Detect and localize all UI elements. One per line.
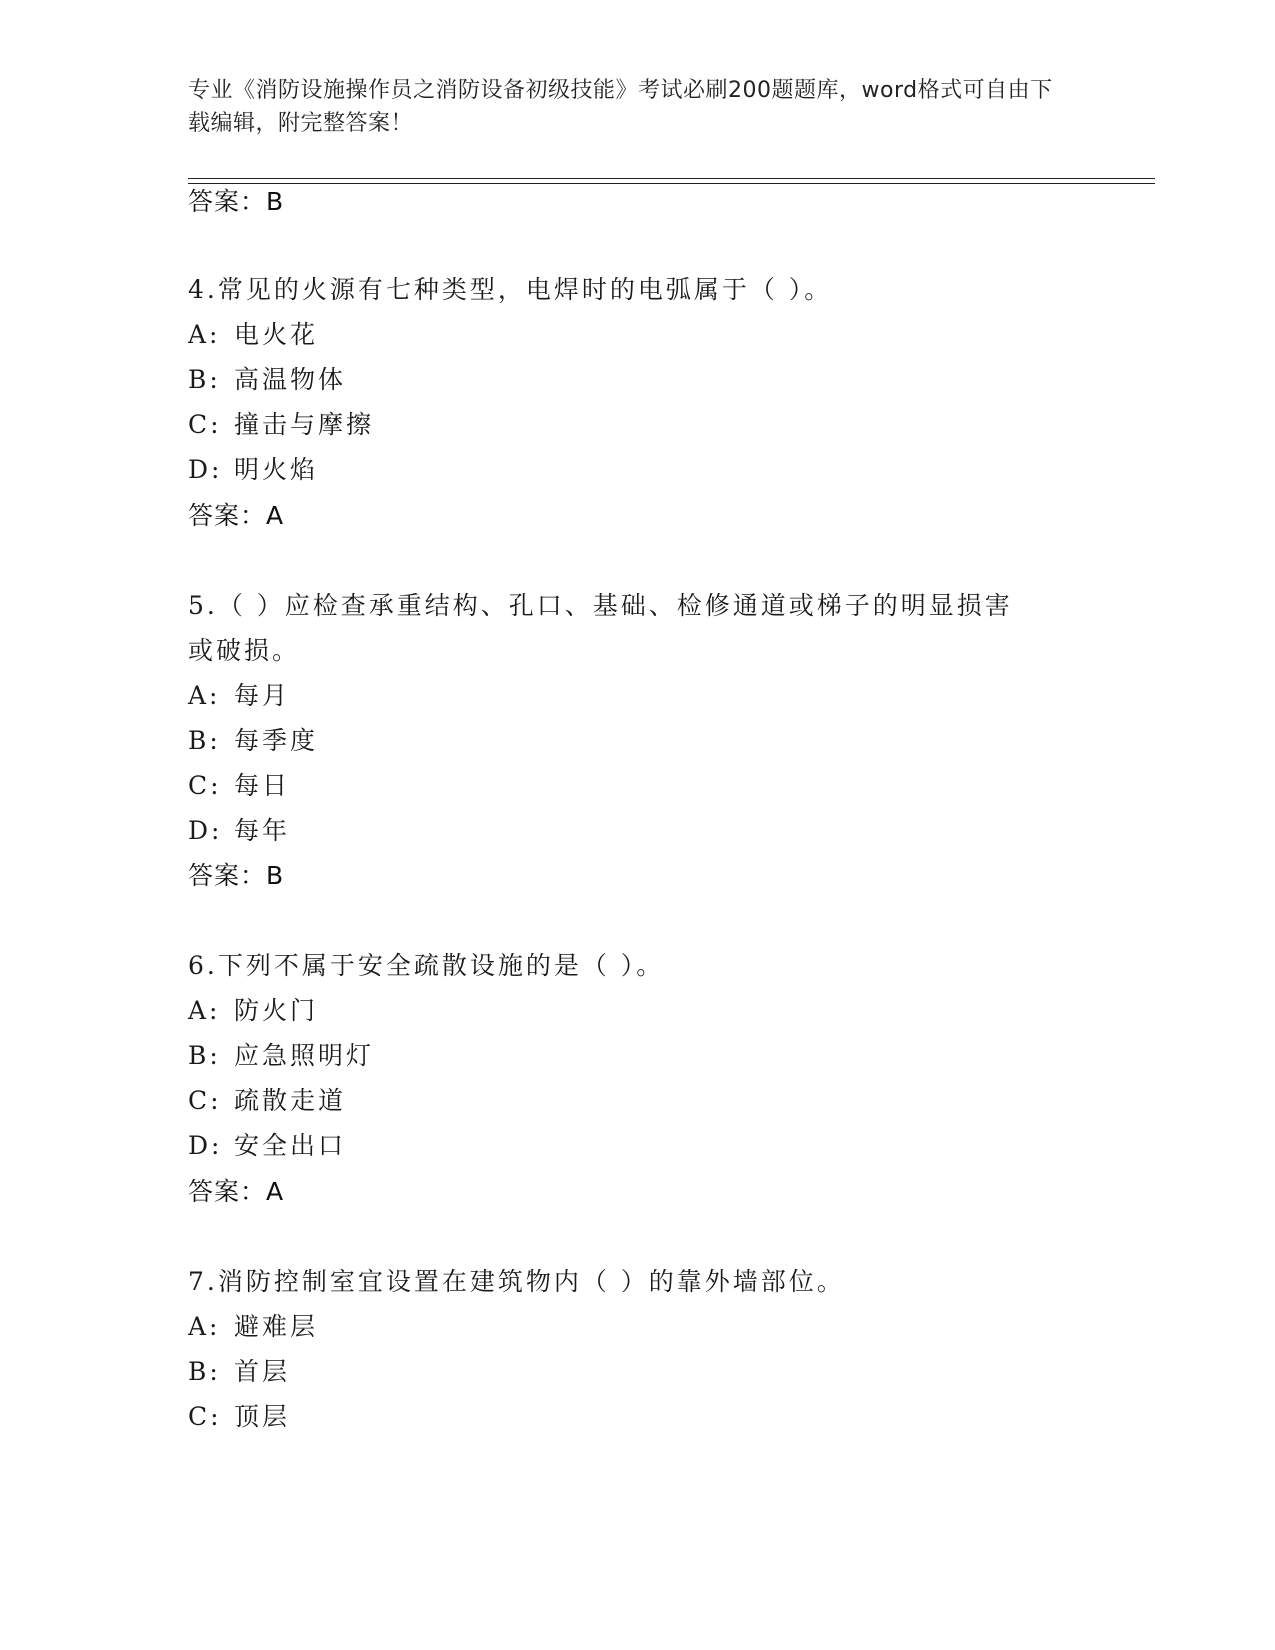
option-c [188,1399,290,1435]
option-text: 安全出口 [234,1131,347,1160]
option-label: D: [188,455,223,484]
option-label: C: [188,1402,222,1431]
option-b [188,1038,374,1074]
option-d [188,813,290,849]
option-c [188,768,290,804]
option-label: A: [188,320,221,349]
option-text: 避难层 [234,1312,319,1341]
option-text: 高温物体 [234,365,347,394]
option-text: 防火门 [234,996,319,1025]
option-text: 顶层 [234,1402,291,1431]
option-text: 每月 [234,681,291,710]
option-d [188,1128,346,1164]
option-label: C: [188,1086,222,1115]
option-text: 疏散走道 [234,1086,347,1115]
option-a [188,317,318,353]
option-label: C: [188,410,222,439]
option-label: B: [188,726,221,755]
document-header: 专业《消防设施操作员之消防设备初级技能》考试必刷200题题库，word格式可自由下载编辑，附完整答案！ [188,78,1053,136]
answer-line: 答案：B [188,861,285,890]
option-label: C: [188,771,222,800]
option-text: 首层 [234,1357,291,1386]
option-c [188,1083,346,1119]
option-label: D: [188,1131,223,1160]
option-b [188,1354,290,1390]
option-b [188,723,318,759]
question-stem: 5.（ ）应检查承重结构、孔口、基础、检修通道或梯子的明显损害 [188,591,1013,620]
option-text: 每日 [234,771,291,800]
question-stem-continued: 或破损。 [188,636,301,665]
option-c [188,407,374,443]
option-text: 每年 [234,816,291,845]
option-text: 撞击与摩擦 [234,410,375,439]
option-text: 应急照明灯 [234,1041,375,1070]
option-label: A: [188,996,221,1025]
question-stem: 6.下列不属于安全疏散设施的是（ ）。 [188,951,665,980]
answer-line: 答案：B [188,187,285,216]
option-a [188,993,318,1029]
option-b [188,362,346,398]
question-stem: 7.消防控制室宜设置在建筑物内（ ）的靠外墙部位。 [188,1267,845,1296]
option-text: 明火焰 [234,455,319,484]
option-label: D: [188,816,223,845]
question-stem: 4.常见的火源有七种类型，电焊时的电弧属于（ ）。 [188,275,833,304]
header-divider [188,178,1155,184]
option-a [188,1309,318,1345]
option-label: B: [188,365,221,394]
option-a [188,678,290,714]
option-text: 每季度 [234,726,319,755]
answer-line: 答案：A [188,501,285,530]
option-label: A: [188,681,221,710]
option-label: B: [188,1041,221,1070]
option-label: B: [188,1357,221,1386]
option-label: A: [188,1312,221,1341]
option-d [188,452,318,488]
answer-line: 答案：A [188,1177,285,1206]
option-text: 电火花 [234,320,319,349]
